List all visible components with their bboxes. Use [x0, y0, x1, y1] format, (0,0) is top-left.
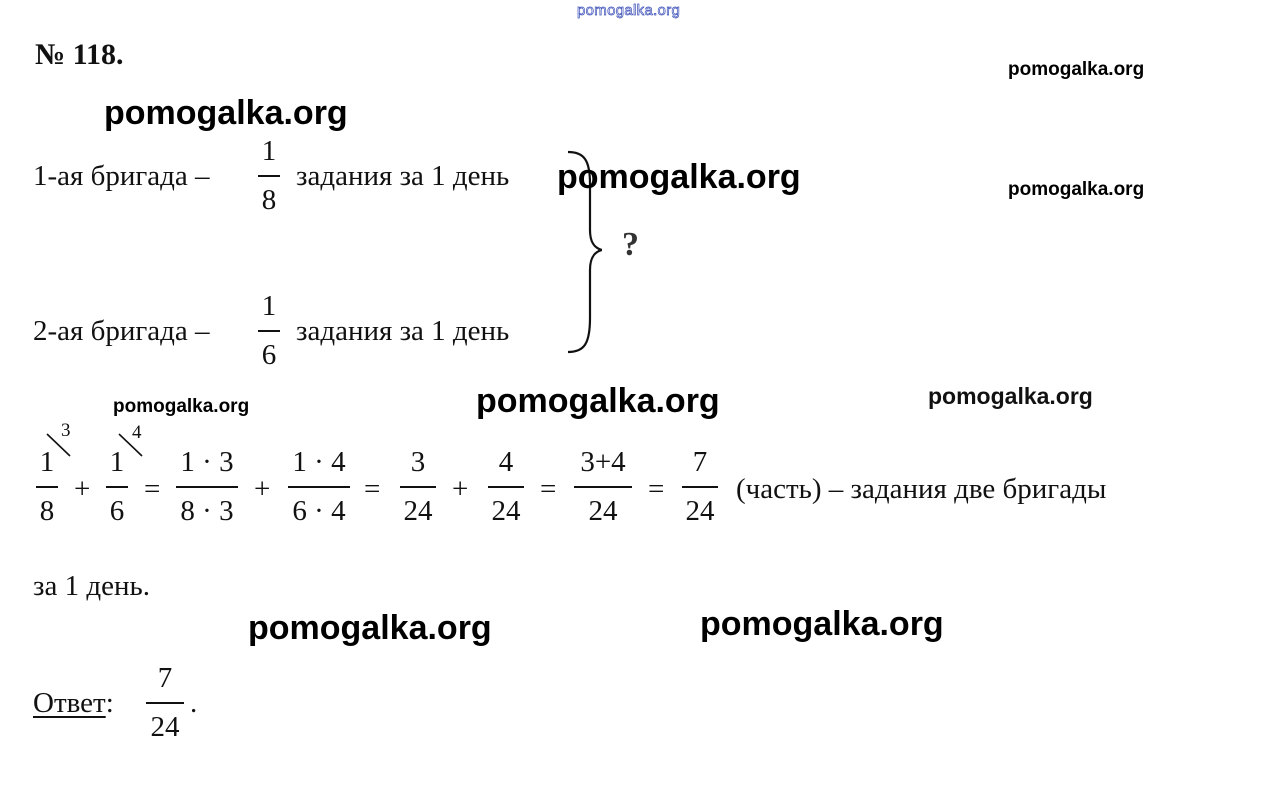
team2-numerator: 1 — [261, 290, 277, 322]
answer-fraction — [146, 664, 184, 742]
term-3-numerator: 1 · 3 — [180, 446, 234, 478]
term-5-fraction — [400, 448, 436, 526]
team2-fraction — [258, 292, 280, 370]
term-8-numerator: 7 — [692, 446, 708, 478]
term-1-numerator: 1 — [39, 446, 55, 478]
term-2-denominator: 6 — [109, 495, 125, 527]
team1-fraction — [258, 137, 280, 215]
equals-sign: = — [540, 473, 557, 505]
term-6-fraction — [488, 448, 524, 526]
equals-sign: = — [144, 473, 161, 505]
term-3-fraction — [176, 448, 238, 526]
term-1-denominator: 8 — [39, 495, 55, 527]
team1-label: 1-ая бригада – — [33, 160, 210, 192]
term-4-fraction — [288, 448, 350, 526]
team2-suffix: задания за 1 день — [296, 315, 510, 347]
answer-period: . — [190, 687, 198, 719]
term-3-denominator: 8 · 3 — [180, 495, 234, 527]
equals-sign: = — [364, 473, 381, 505]
watermark: pomogalka.org — [928, 383, 1093, 409]
watermark: pomogalka.org — [113, 396, 250, 417]
plus-sign: + — [254, 473, 271, 505]
team1-denominator: 8 — [261, 184, 277, 216]
answer-label: Ответ — [33, 687, 106, 719]
watermark: pomogalka.org — [248, 609, 492, 647]
term-7-numerator: 3+4 — [580, 446, 626, 478]
term-6-numerator: 4 — [498, 446, 514, 478]
team1-numerator: 1 — [261, 135, 277, 167]
solution-continuation: за 1 день. — [33, 570, 150, 602]
watermark: pomogalka.org — [104, 94, 348, 132]
term-2-numerator: 1 — [109, 446, 125, 478]
answer-label-wrap — [33, 687, 114, 720]
watermark: pomogalka.org — [476, 382, 720, 420]
watermark: pomogalka.org — [700, 605, 944, 643]
plus-sign: + — [452, 473, 469, 505]
term-7-fraction — [574, 448, 632, 526]
team1-suffix: задания за 1 день — [296, 160, 510, 192]
problem-number: № 118. — [35, 38, 124, 71]
term-1-factor: 3 — [61, 420, 71, 441]
term-5-numerator: 3 — [410, 446, 426, 478]
team2-label: 2-ая бригада – — [33, 315, 210, 347]
question-mark: ? — [622, 226, 639, 263]
answer-denominator: 24 — [150, 711, 180, 743]
watermark: pomogalka.org — [557, 158, 801, 196]
term-5-denominator: 24 — [403, 495, 433, 527]
solution-tail: (часть) – задания две бригады — [736, 473, 1107, 505]
watermark: pomogalka.org — [1008, 59, 1145, 80]
term-6-denominator: 24 — [491, 495, 521, 527]
term-2-factor: 4 — [132, 422, 142, 443]
plus-sign: + — [74, 473, 91, 505]
term-4-numerator: 1 · 4 — [292, 446, 346, 478]
term-7-denominator: 24 — [588, 495, 618, 527]
answer-numerator: 7 — [157, 662, 173, 694]
term-4-denominator: 6 · 4 — [292, 495, 346, 527]
top-watermark: pomogalka.org — [577, 2, 681, 19]
watermark: pomogalka.org — [1008, 179, 1145, 200]
team2-denominator: 6 — [261, 339, 277, 371]
term-8-fraction — [682, 448, 718, 526]
answer-colon: : — [105, 687, 114, 719]
equals-sign: = — [648, 473, 665, 505]
term-8-denominator: 24 — [685, 495, 715, 527]
